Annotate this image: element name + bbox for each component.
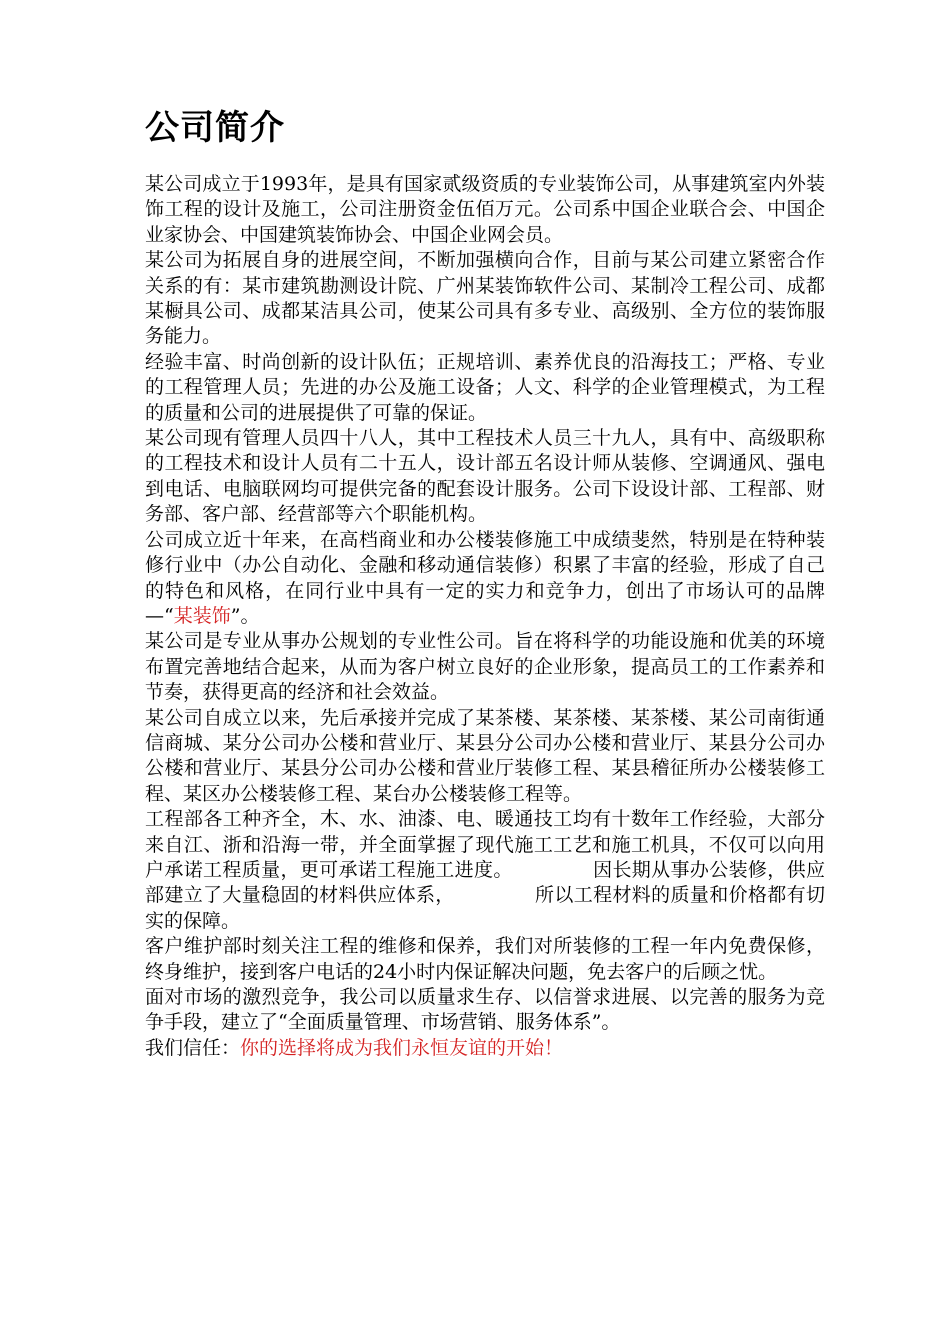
paragraph-competition: 面对市场的激烈竞争，我公司以质量求生存、以信誉求进展、以完善的服务为竞争手段，建立了“全面质量管理、市场营销、服务体系”。 [145,986,825,1034]
engineering-text-1: 工程部各工种齐全，木、水、油漆、电、暖通技工均有十数年工作经验，大部分来自江、浙和沿海一带，并全面掌握了现代施工工艺和施工机具，不仅可以向用户承诺工程质量，更可承诺工程施工进度。 [145,808,825,881]
engineering-text-2: 因长期从事办公装修，供应部建立了大量稳固的材料供应体系， [145,858,825,907]
closing-label: 我们信任： [145,1036,241,1059]
paragraph-brand [145,528,825,630]
closing-slogan: 你的选择将成为我们永恒友谊的开始！ [240,1036,564,1059]
paragraph-engineering [145,807,825,934]
paragraph-staff: 某公司现有管理人员四十八人，其中工程技术人员三十九人，具有中、高级职称的工程技术和设计人员有二十五人，设计部五名设计师从装修、空调通风、强电到电话、电脑联网均可提供完备的配套设计服务。公司下设设计部、工程部、财务部、客户部、经营部等六个职能机构。 [145,427,825,526]
page-title: 公司简介 [145,108,285,148]
paragraph-projects: 某公司自成立以来，先后承接并完成了某茶楼、某茶楼、某茶楼、某公司南街通信商城、某分公司办公楼和营业厅、某县分公司办公楼和营业厅、某县分公司办公楼和营业厅、某县分公司办公楼和营业厅装修工程、某县稽征所办公楼装修工程、某区办公楼装修工程、某台办公楼装修工程等。 [145,706,825,805]
brand-text-before: 公司成立近十年来，在高档商业和办公楼装修施工中成绩斐然，特别是在特种装修行业中（办公自动化、金融和移动通信装修）积累了丰富的经验，形成了自己的特色和风格，在同行业中具有一定的实力和竞争力，创出了市场认可的品牌—“ [145,528,825,627]
paragraph-strengths: 经验丰富、时尚创新的设计队伍；正规培训、素养优良的沿海技工；严格、专业的工程管理人员；先进的办公及施工设备；人文、科学的企业管理模式，为工程的质量和公司的进展提供了可靠的保证。 [145,350,825,424]
brand-name: 某装饰 [173,604,231,627]
paragraph-office-planning: 某公司是专业从事办公规划的专业性公司。旨在将科学的功能设施和优美的环境布置完善地结合起来，从而为客户树立良好的企业形象，提高员工的工作素养和节奏，获得更高的经济和社会效益。 [145,630,825,704]
paragraph-maintenance: 客户维护部时刻关注工程的维修和保养，我们对所装修的工程一年内免费保修，终身维护，接到客户电话的24小时内保证解决问题，免去客户的后顾之忧。 [145,935,825,983]
brand-text-after: ”。 [230,604,260,627]
paragraph-closing [145,1036,825,1061]
engineering-text-3: 所以工程材料的质量和价格都有切实的保障。 [145,884,825,932]
paragraph-partnerships: 某公司为拓展自身的进展空间，不断加强横向合作，目前与某公司建立紧密合作关系的有：某市建筑勘测设计院、广州某装饰软件公司、某制冷工程公司、成都某橱具公司、成都某洁具公司，使某公司具有多专业、高级别、全方位的装饰服务能力。 [145,249,825,348]
document-page [145,100,825,1061]
paragraph-company-overview: 某公司成立于1993年，是具有国家贰级资质的专业装饰公司，从事建筑室内外装饰工程的设计及施工，公司注册资金伍佰万元。公司系中国企业联合会、中国企业家协会、中国建筑装饰协会、中国企业网会员。 [145,173,825,246]
